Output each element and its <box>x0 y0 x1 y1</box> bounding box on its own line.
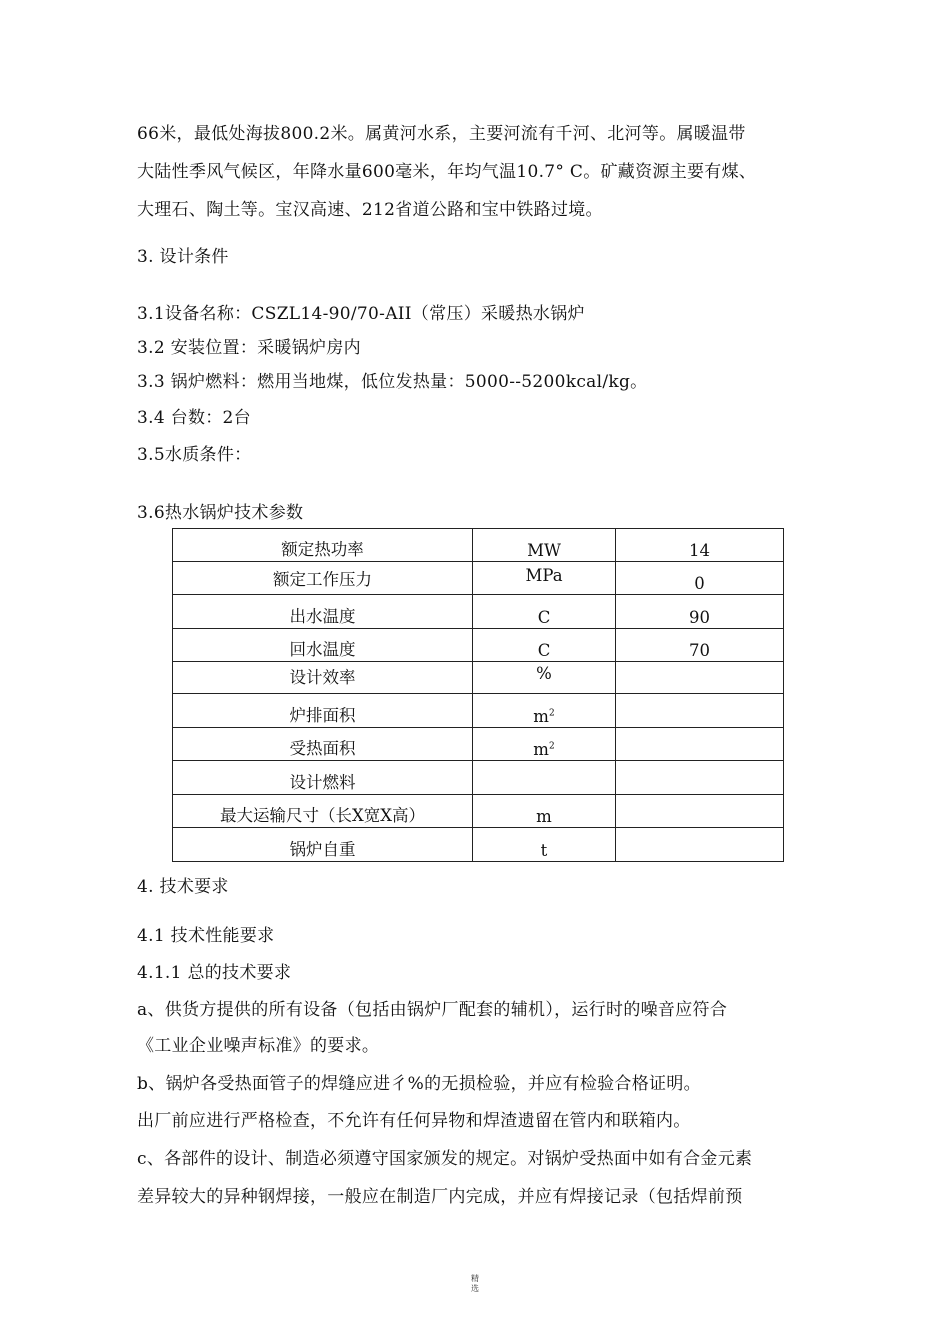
param-unit: MW <box>473 529 616 562</box>
param-value <box>616 795 784 828</box>
param-value: 0 <box>616 562 784 595</box>
param-value <box>616 662 784 694</box>
table-row <box>173 629 784 662</box>
table-row <box>173 595 784 629</box>
req-line-6: 差异较大的异种钢焊接，一般应在制造厂内完成，并应有焊接记录（包括焊前预 <box>137 1187 743 1207</box>
param-unit: C <box>473 595 616 629</box>
req-line-3: b、锅炉各受热面管子的焊缝应进彳%的无损检验，并应有检验合格证明。 <box>137 1074 701 1094</box>
item-3-5: 3.5水质条件： <box>137 445 252 465</box>
table-row <box>173 795 784 828</box>
param-value <box>616 761 784 795</box>
table-row <box>173 694 784 728</box>
param-unit: MPa <box>473 562 616 595</box>
footer-char-2: 选 <box>471 1284 479 1293</box>
item-3-1: 3.1设备名称：CSZL14-90/70-AII（常压）采暖热水锅炉 <box>137 304 585 324</box>
param-name: 回水温度 <box>173 629 473 662</box>
table-row <box>173 761 784 795</box>
unit-base: m <box>533 740 549 759</box>
item-3-2: 3.2 安装位置：采暖锅炉房内 <box>137 338 361 358</box>
unit-superscript: 2 <box>548 708 555 719</box>
param-name: 设计燃料 <box>173 761 473 795</box>
boiler-parameter-table <box>172 528 784 862</box>
section-4-heading: 4. 技术要求 <box>137 877 229 897</box>
req-line-4: 出厂前应进行严格检查，不允许有任何异物和焊渣遗留在管内和联箱内。 <box>137 1111 691 1131</box>
param-name: 锅炉自重 <box>173 828 473 862</box>
param-unit: t <box>473 828 616 862</box>
param-name: 最大运输尺寸（长X宽X高） <box>173 795 473 828</box>
section-3-heading: 3. 设计条件 <box>137 247 229 267</box>
param-unit <box>473 761 616 795</box>
param-value: 90 <box>616 595 784 629</box>
intro-line-1: 66米，最低处海拔800.2米。属黄河水系，主要河流有千河、北河等。属暖温带 <box>137 124 746 144</box>
param-unit: % <box>473 662 616 694</box>
subheading-4-1: 4.1 技术性能要求 <box>137 926 275 946</box>
table-row <box>173 728 784 761</box>
param-unit <box>473 728 616 761</box>
item-3-4: 3.4 台数：2台 <box>137 408 251 428</box>
table-row <box>173 662 784 694</box>
subheading-4-1-1: 4.1.1 总的技术要求 <box>137 963 292 983</box>
req-line-2: 《工业企业噪声标准》的要求。 <box>137 1036 380 1056</box>
table-title: 3.6热水锅炉技术参数 <box>137 503 304 523</box>
page-footer <box>465 1274 485 1294</box>
param-name: 出水温度 <box>173 595 473 629</box>
unit-superscript: 2 <box>548 741 555 752</box>
param-name: 额定工作压力 <box>173 562 473 595</box>
param-value: 70 <box>616 629 784 662</box>
param-unit: m <box>473 795 616 828</box>
param-name: 炉排面积 <box>173 694 473 728</box>
footer-char-1: 精 <box>471 1274 479 1283</box>
table-row <box>173 828 784 862</box>
req-line-1: a、供货方提供的所有设备（包括由锅炉厂配套的辅机），运行时的噪音应符合 <box>137 1000 728 1020</box>
param-value <box>616 728 784 761</box>
param-value <box>616 694 784 728</box>
param-unit: C <box>473 629 616 662</box>
intro-line-3: 大理石、陶土等。宝汉高速、212省道公路和宝中铁路过境。 <box>137 200 603 220</box>
param-unit <box>473 694 616 728</box>
param-value <box>616 828 784 862</box>
intro-line-2: 大陆性季风气候区，年降水量600毫米，年均气温10.7° C。矿藏资源主要有煤、 <box>137 162 757 182</box>
param-name: 设计效率 <box>173 662 473 694</box>
param-value: 14 <box>616 529 784 562</box>
param-name: 额定热功率 <box>173 529 473 562</box>
table-row <box>173 529 784 562</box>
unit-base: m <box>533 707 549 726</box>
req-line-5: c、各部件的设计、制造必须遵守国家颁发的规定。对锅炉受热面中如有合金元素 <box>137 1149 753 1169</box>
table-row <box>173 562 784 595</box>
param-name: 受热面积 <box>173 728 473 761</box>
item-3-3: 3.3 锅炉燃料：燃用当地煤，低位发热量：5000--5200kcal/kg。 <box>137 372 648 392</box>
